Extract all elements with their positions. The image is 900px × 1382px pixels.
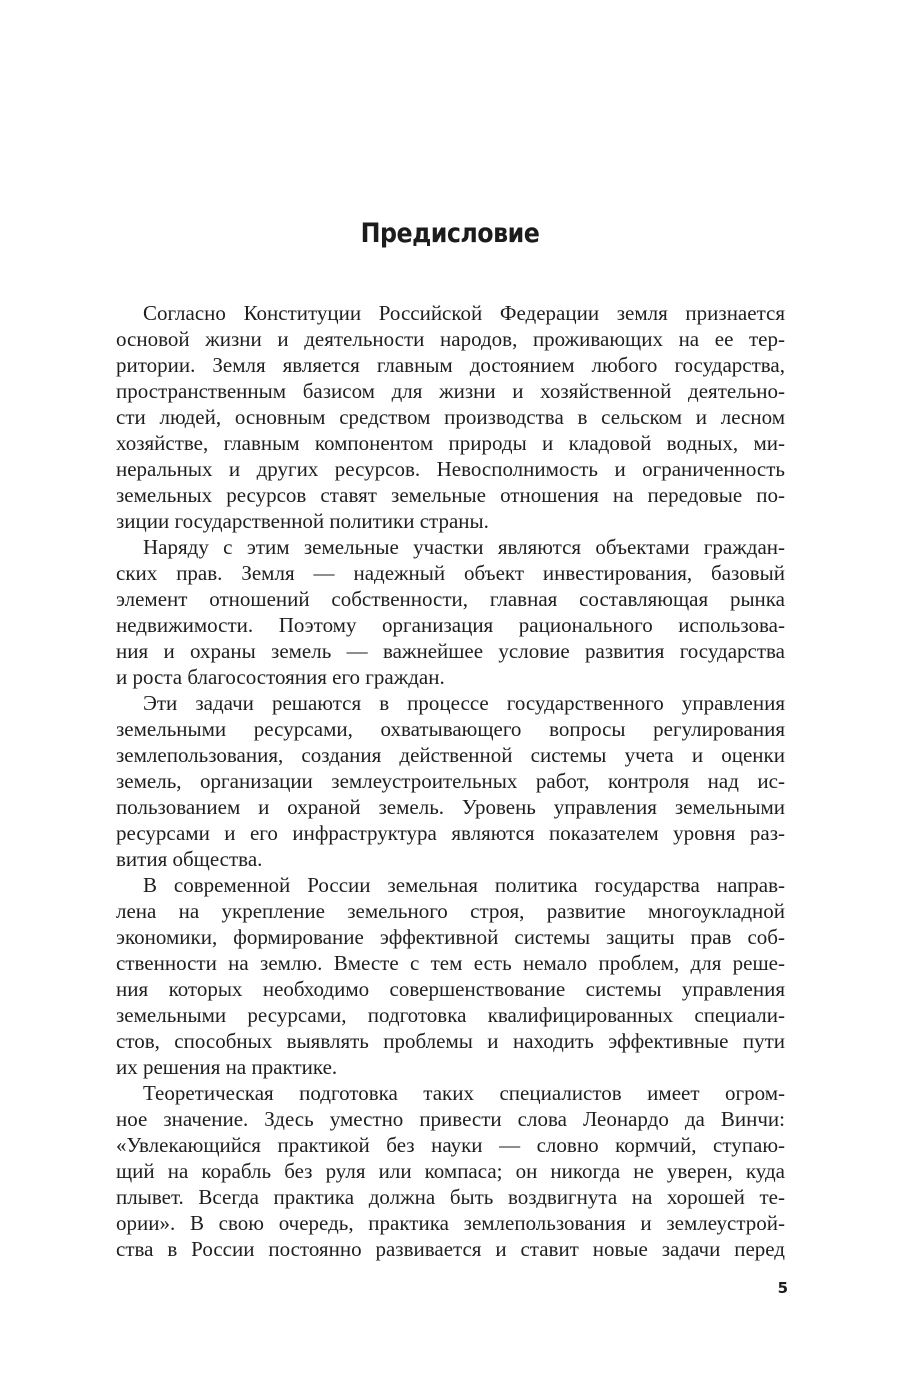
text-line: ории». В свою очередь, практика землепользования и землеустрой- [116, 1211, 785, 1235]
text-line: и роста благосостояния его граждан. [116, 665, 445, 689]
paragraph [116, 872, 785, 1080]
body-text [116, 300, 785, 1262]
text-line: неральных и других ресурсов. Невосполнимость и ограниченность [116, 457, 785, 481]
text-line: сти людей, основным средством производства в сельском и лесном [116, 405, 785, 429]
paragraph [116, 300, 785, 534]
text-line: недвижимости. Поэтому организация рационального использова- [116, 613, 785, 637]
text-line: пользованием и охраной земель. Уровень управления земельными [116, 795, 785, 819]
page-number: 5 [777, 1279, 788, 1297]
paragraph [116, 690, 785, 872]
text-line: «Увлекающийся практикой без науки — словно кормчий, ступаю- [116, 1133, 785, 1157]
text-line: землепользования, создания действенной системы учета и оценки [116, 743, 785, 767]
text-line: ное значение. Здесь уместно привести слова Леонардо да Винчи: [116, 1107, 785, 1131]
text-line: ресурсами и его инфраструктура являются показателем уровня раз- [116, 821, 785, 845]
text-line: земельными ресурсами, подготовка квалифицированных специали- [116, 1003, 785, 1027]
text-line: земельных ресурсов ставят земельные отношения на передовые по- [116, 483, 785, 507]
text-line: земельными ресурсами, охватывающего вопросы регулирования [116, 717, 785, 741]
text-line: основой жизни и деятельности народов, проживающих на ее тер- [116, 327, 785, 351]
text-line: ния которых необходимо совершенствование системы управления [116, 977, 785, 1001]
text-line: Эти задачи решаются в процессе государственного управления [143, 691, 785, 715]
text-line: плывет. Всегда практика должна быть воздвигнута на хорошей те- [116, 1185, 785, 1209]
text-line: земель, организации землеустроительных работ, контроля над ис- [116, 769, 785, 793]
paragraph [116, 1080, 785, 1262]
text-line: их решения на практике. [116, 1055, 338, 1079]
text-line: щий на корабль без руля или компаса; он никогда не уверен, куда [116, 1159, 785, 1183]
text-line: Теоретическая подготовка таких специалистов имеет огром- [143, 1081, 785, 1105]
text-line: ства в России постоянно развивается и ставит новые задачи перед [116, 1237, 785, 1261]
text-line: ских прав. Земля — надежный объект инвестирования, базовый [116, 561, 785, 585]
text-line: стов, способных выявлять проблемы и находить эффективные пути [116, 1029, 785, 1053]
paragraph [116, 534, 785, 690]
text-line: вития общества. [116, 847, 263, 871]
text-line: В современной России земельная политика государства направ- [143, 873, 785, 897]
text-line: зиции государственной политики страны. [116, 509, 489, 533]
text-line: элемент отношений собственности, главная составляющая рынка [116, 587, 785, 611]
text-line: пространственным базисом для жизни и хозяйственной деятельно- [116, 379, 785, 403]
text-line: экономики, формирование эффективной системы защиты прав соб- [116, 925, 785, 949]
text-line: лена на укрепление земельного строя, развитие многоукладной [116, 899, 785, 923]
text-line: ственности на землю. Вместе с тем есть немало проблем, для реше- [116, 951, 785, 975]
text-line: ритории. Земля является главным достоянием любого государства, [116, 353, 785, 377]
text-line: Согласно Конституции Российской Федерации земля признается [143, 301, 785, 325]
page-title: Предисловие [360, 218, 540, 249]
text-line: Наряду с этим земельные участки являются объектами граждан- [143, 535, 785, 559]
text-line: ния и охраны земель — важнейшее условие развития государства [116, 639, 785, 663]
text-line: хозяйстве, главным компонентом природы и кладовой водных, ми- [116, 431, 785, 455]
